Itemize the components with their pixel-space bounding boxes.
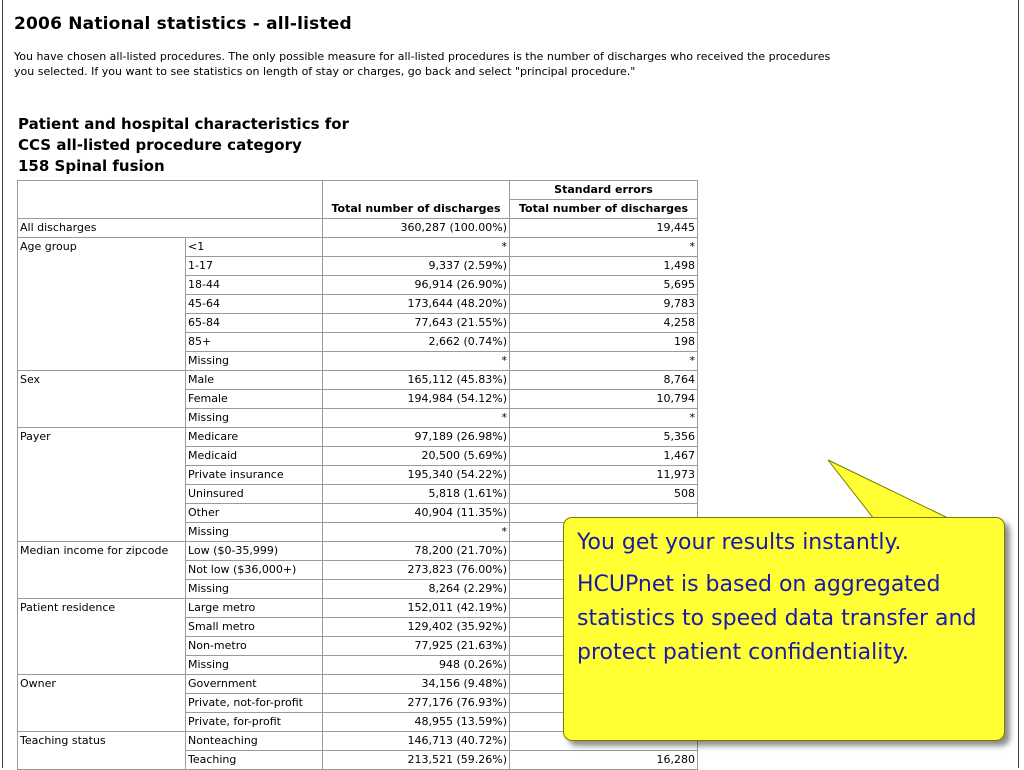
row-category-label: Low ($0-35,999): [186, 542, 323, 561]
cell-standard-error: 5,695: [510, 276, 698, 295]
row-category-label: <1: [186, 238, 323, 257]
cell-total: 8,264 (2.29%): [323, 580, 510, 599]
cell-total: 78,200 (21.70%): [323, 542, 510, 561]
row-category-label: 18-44: [186, 276, 323, 295]
cell-standard-error: *: [510, 409, 698, 428]
intro-text: You have chosen all-listed procedures. The only possible measure for all-listed procedures is the number of discharges who received the procedures you selected. If you want to see statistics on length of stay or charges, go back and select "principal procedure.": [14, 50, 831, 78]
row-category-label: 45-64: [186, 295, 323, 314]
row-category-label: Missing: [186, 656, 323, 675]
section-heading: [18, 114, 349, 177]
table-row: [18, 428, 698, 447]
section-heading-line-3: 158 Spinal fusion: [18, 157, 165, 175]
callout-box: [563, 517, 1005, 741]
row-category-label: Private insurance: [186, 466, 323, 485]
cell-total: 97,189 (26.98%): [323, 428, 510, 447]
table-row: [18, 238, 698, 257]
cell-total: 5,818 (1.61%): [323, 485, 510, 504]
row-category-label: Missing: [186, 523, 323, 542]
cell-total: 34,156 (9.48%): [323, 675, 510, 694]
section-heading-line-1: Patient and hospital characteristics for: [18, 115, 349, 133]
cell-standard-error: 5,356: [510, 428, 698, 447]
section-heading-line-2: CCS all-listed procedure category: [18, 136, 302, 154]
row-category-label: Teaching: [186, 751, 323, 770]
cell-total: 146,713 (40.72%): [323, 732, 510, 751]
row-category-label: 65-84: [186, 314, 323, 333]
row-label-all-discharges: All discharges: [18, 219, 323, 238]
cell-total: 152,011 (42.19%): [323, 599, 510, 618]
cell-total: 195,340 (54.22%): [323, 466, 510, 485]
cell-total: 9,337 (2.59%): [323, 257, 510, 276]
cell-standard-error: *: [510, 352, 698, 371]
cell-standard-error: *: [510, 238, 698, 257]
cell-total: *: [323, 238, 510, 257]
row-category-label: Nonteaching: [186, 732, 323, 751]
row-group-label: Age group: [18, 238, 186, 371]
cell-standard-error: 1,467: [510, 447, 698, 466]
header-total-discharges-se: Total number of discharges: [510, 200, 698, 219]
cell-standard-error: 19,445: [510, 219, 698, 238]
cell-standard-error: 508: [510, 485, 698, 504]
row-category-label: Female: [186, 390, 323, 409]
row-group-label: Sex: [18, 371, 186, 428]
cell-total: 213,521 (59.26%): [323, 751, 510, 770]
cell-total: 77,643 (21.55%): [323, 314, 510, 333]
cell-standard-error: 198: [510, 333, 698, 352]
cell-total: 40,904 (11.35%): [323, 504, 510, 523]
cell-total: 96,914 (26.90%): [323, 276, 510, 295]
row-category-label: Male: [186, 371, 323, 390]
row-category-label: Government: [186, 675, 323, 694]
row-category-label: Missing: [186, 580, 323, 599]
cell-total: 948 (0.26%): [323, 656, 510, 675]
cell-total: 129,402 (35.92%): [323, 618, 510, 637]
cell-total: 360,287 (100.00%): [323, 219, 510, 238]
row-category-label: Not low ($36,000+): [186, 561, 323, 580]
header-total-discharges: Total number of discharges: [323, 181, 510, 219]
cell-total: 277,176 (76.93%): [323, 694, 510, 713]
row-category-label: Other: [186, 504, 323, 523]
cell-total: 173,644 (48.20%): [323, 295, 510, 314]
callout-line-2: HCUPnet is based on aggregated statistics to speed data transfer and protect patient confidentiality.: [577, 572, 977, 665]
row-group-label: Owner: [18, 675, 186, 732]
row-category-label: 85+: [186, 333, 323, 352]
row-category-label: Private, not-for-profit: [186, 694, 323, 713]
row-category-label: Medicare: [186, 428, 323, 447]
cell-total: 165,112 (45.83%): [323, 371, 510, 390]
row-category-label: Medicaid: [186, 447, 323, 466]
cell-total: *: [323, 523, 510, 542]
table-row-all-discharges: [18, 219, 698, 238]
cell-total: 77,925 (21.63%): [323, 637, 510, 656]
row-category-label: Missing: [186, 352, 323, 371]
row-category-label: 1-17: [186, 257, 323, 276]
header-blank-cell: [18, 181, 323, 219]
window-right-border: [1018, 0, 1019, 768]
cell-standard-error: 9,783: [510, 295, 698, 314]
cell-standard-error: 16,280: [510, 751, 698, 770]
cell-standard-error: 11,973: [510, 466, 698, 485]
row-category-label: Private, for-profit: [186, 713, 323, 732]
cell-standard-error: 10,794: [510, 390, 698, 409]
row-category-label: Large metro: [186, 599, 323, 618]
cell-total: *: [323, 409, 510, 428]
callout-line-1: You get your results instantly.: [577, 530, 902, 555]
cell-standard-error: 8,764: [510, 371, 698, 390]
page-title: 2006 National statistics - all-listed: [14, 14, 352, 34]
cell-total: 20,500 (5.69%): [323, 447, 510, 466]
header-standard-errors: Standard errors: [510, 181, 698, 200]
row-category-label: Small metro: [186, 618, 323, 637]
row-group-label: Payer: [18, 428, 186, 542]
row-group-label: Patient residence: [18, 599, 186, 675]
cell-total: 273,823 (76.00%): [323, 561, 510, 580]
row-group-label: Median income for zipcode: [18, 542, 186, 599]
row-category-label: Missing: [186, 409, 323, 428]
row-group-label: Teaching status: [18, 732, 186, 770]
cell-total: 194,984 (54.12%): [323, 390, 510, 409]
table-row: [18, 371, 698, 390]
row-category-label: Uninsured: [186, 485, 323, 504]
row-category-label: Non-metro: [186, 637, 323, 656]
cell-total: 2,662 (0.74%): [323, 333, 510, 352]
cell-total: *: [323, 352, 510, 371]
cell-standard-error: 1,498: [510, 257, 698, 276]
cell-standard-error: 4,258: [510, 314, 698, 333]
callout-tail: [822, 455, 952, 525]
cell-total: 48,955 (13.59%): [323, 713, 510, 732]
window-left-border: [2, 0, 3, 768]
